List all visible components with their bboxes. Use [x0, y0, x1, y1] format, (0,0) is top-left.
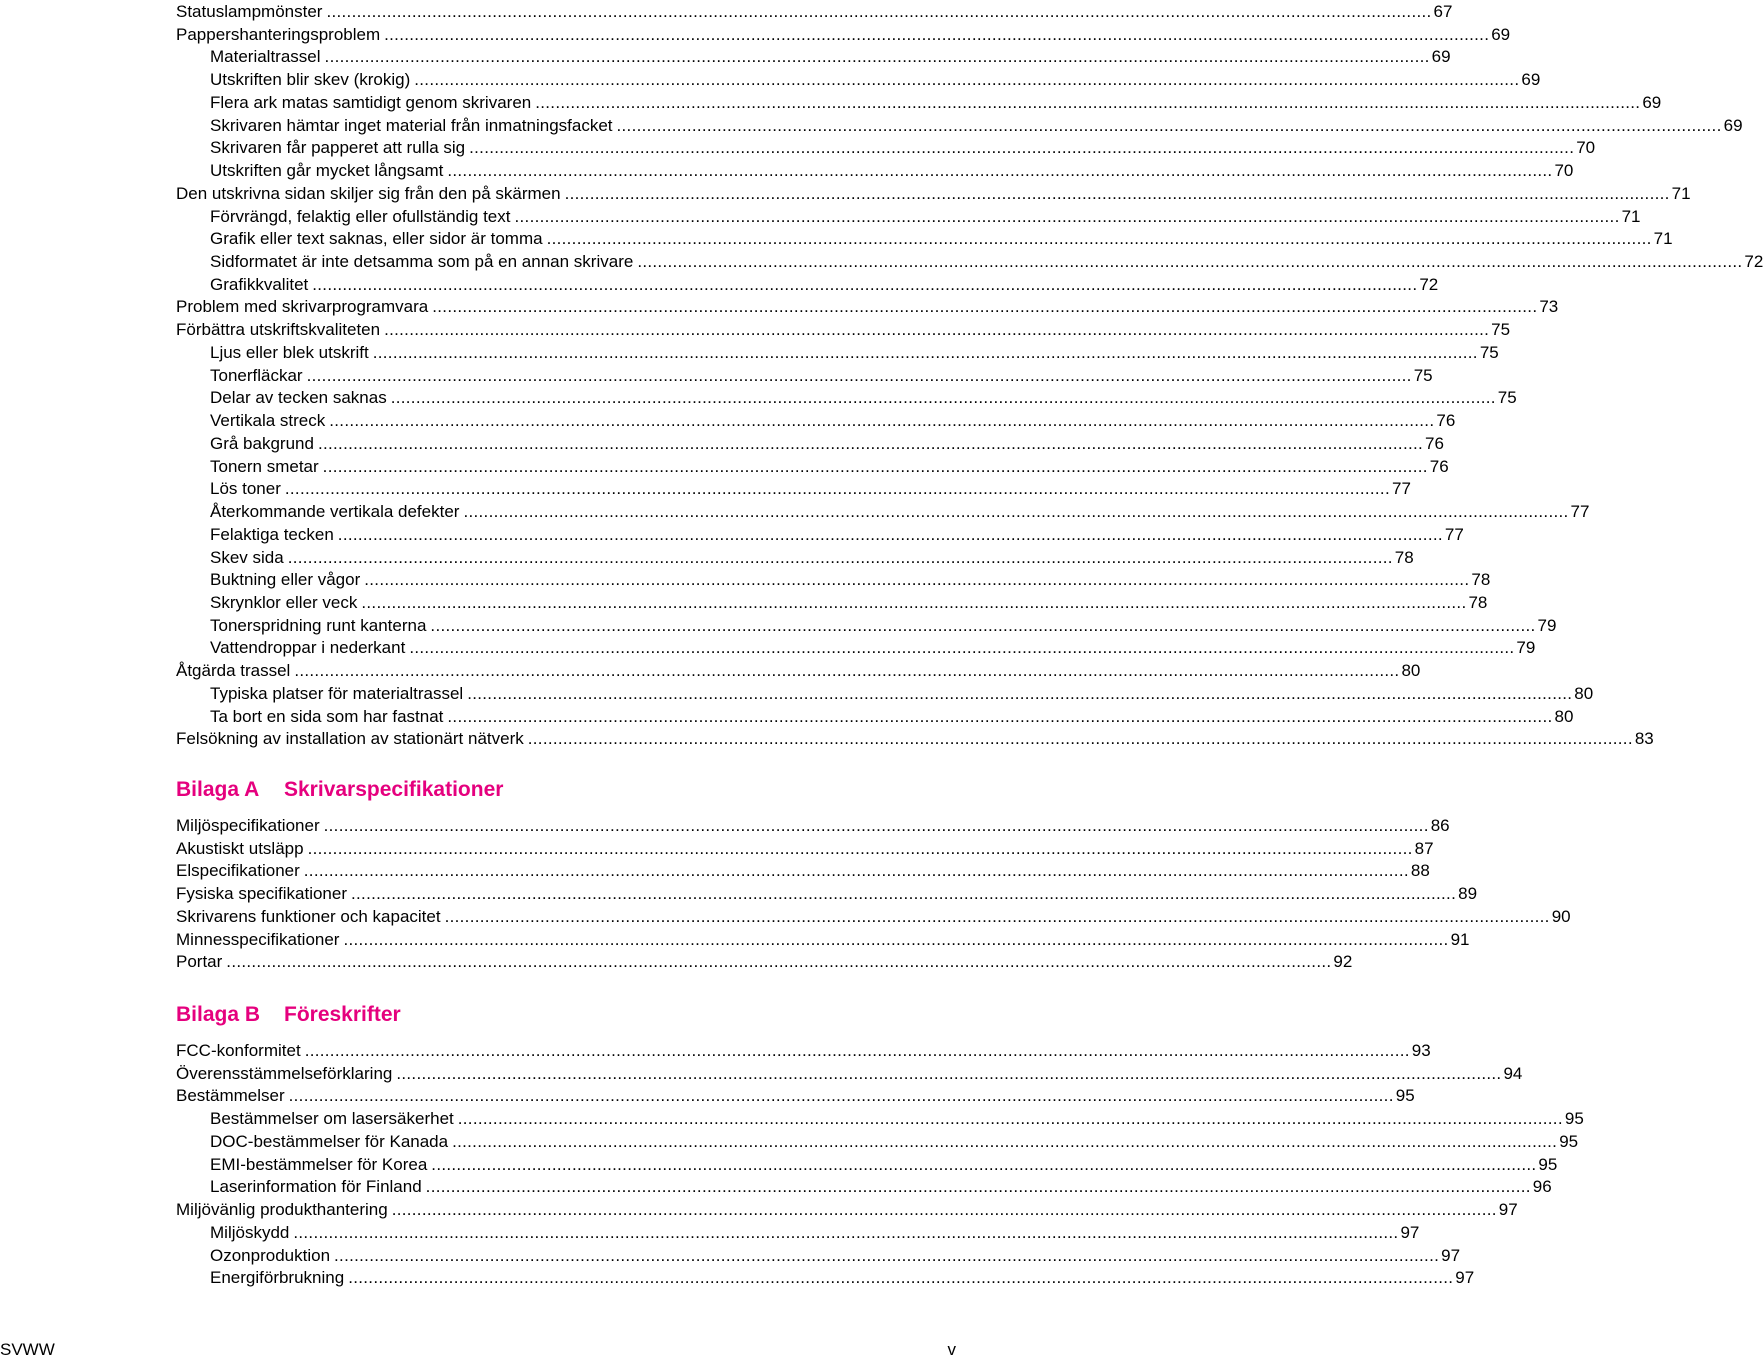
toc-entry[interactable]: [210, 500, 1590, 523]
toc-entry-title: Felsökning av installation av stationärt nätverk: [176, 729, 524, 749]
toc-entry-title: Miljöspecifikationer: [176, 816, 320, 835]
toc-entry-page: 76: [1425, 433, 1444, 453]
toc-entry-page: 75: [1491, 320, 1511, 340]
dot-leader: ............................................................................................................................................................................................................................: [414, 70, 1520, 90]
toc-entry-title: Åtgärda trassel: [176, 661, 291, 681]
toc-entry-title: Tonerfläckar: [210, 365, 303, 385]
toc-entry[interactable]: [210, 705, 1574, 728]
toc-entry-title: Materialtrassel: [210, 47, 321, 67]
toc-entry[interactable]: [176, 1198, 1518, 1221]
toc-entry-title: Skev sida: [210, 547, 284, 567]
toc-entry-title: Den utskrivna sidan skiljer sig från den på skärmen: [176, 183, 561, 203]
dot-leader: ............................................................................................................................................................................................................................: [326, 2, 1432, 21]
toc-entry-title: Skrivaren hämtar inget material från inmatningsfacket: [210, 115, 613, 135]
toc-entry-page: 77: [1391, 479, 1411, 499]
toc-entry[interactable]: [210, 409, 1456, 432]
toc-entry[interactable]: [210, 91, 1662, 114]
toc-entry-page: 70: [1576, 138, 1596, 158]
toc-entry-page: 75: [1479, 342, 1499, 362]
toc-entry-title: Förvrängd, felaktig eller ofullständig text: [210, 206, 511, 226]
toc-entry[interactable]: [176, 837, 1434, 860]
toc-entry-page: 79: [1516, 638, 1536, 658]
dot-leader: ............................................................................................................................................................................................................................: [431, 1154, 1537, 1174]
toc-entry-page: 94: [1503, 1063, 1523, 1083]
dot-leader: ............................................................................................................................................................................................................................: [284, 479, 1390, 499]
toc-entry-page: 71: [1653, 229, 1673, 249]
toc-entry-page: 70: [1554, 161, 1574, 181]
toc-entry[interactable]: [210, 636, 1536, 659]
toc-entry-page: 92: [1333, 952, 1353, 972]
toc-entry[interactable]: [210, 364, 1433, 387]
dot-leader: ............................................................................................................................................................................................................................: [348, 1268, 1454, 1288]
appendix-a-label: Bilaga A: [176, 778, 260, 801]
dot-leader: ............................................................................................................................................................................................................................: [226, 952, 1332, 972]
toc-entry-title: Felaktiga tecken: [210, 524, 334, 544]
toc-entry-title: Statuslampmönster: [176, 2, 323, 21]
toc-entry-title: Pappershanteringsproblem: [176, 24, 381, 44]
toc-entry-title: Ozonproduktion: [210, 1245, 331, 1265]
toc-entry[interactable]: [210, 455, 1449, 478]
appendix-b-heading: [176, 1000, 401, 1030]
toc-entry-page: 78: [1471, 570, 1491, 590]
toc-entry-title: DOC-bestämmelser för Kanada: [210, 1131, 449, 1151]
toc-entry[interactable]: [210, 205, 1641, 228]
toc-entry[interactable]: [210, 1221, 1420, 1244]
toc-entry-title: Skrynklor eller veck: [210, 592, 358, 612]
toc-entry-title: Bestämmelser: [176, 1086, 285, 1106]
toc-entry-page: 83: [1634, 729, 1654, 749]
toc-entry-page: 95: [1559, 1131, 1579, 1151]
toc-entry-page: 78: [1468, 592, 1488, 612]
toc-entry[interactable]: [210, 682, 1594, 705]
toc-entry[interactable]: [210, 114, 1743, 137]
dot-leader: ............................................................................................................................................................................................................................: [452, 1131, 1558, 1151]
toc-entry-page: 95: [1538, 1154, 1558, 1174]
toc-entry-title: Vertikala streck: [210, 411, 326, 431]
toc-entry[interactable]: [176, 950, 1353, 973]
toc-entry[interactable]: [210, 591, 1488, 614]
toc-entry[interactable]: [210, 1153, 1558, 1176]
toc-entry[interactable]: [210, 1107, 1584, 1130]
toc-entry-title: Grå bakgrund: [210, 433, 314, 453]
toc-entry[interactable]: [210, 341, 1499, 364]
toc-entry[interactable]: [176, 814, 1450, 837]
dot-leader: ............................................................................................................................................................................................................................: [432, 297, 1538, 317]
toc-entry-page: 79: [1537, 615, 1557, 635]
toc-entry-page: 86: [1430, 816, 1450, 835]
toc-entry-page: 95: [1395, 1086, 1415, 1106]
toc-entry[interactable]: [176, 859, 1430, 882]
toc-entry-title: Utskriften blir skev (krokig): [210, 70, 411, 90]
toc-entry-page: 69: [1642, 92, 1662, 112]
toc-entry[interactable]: [210, 45, 1451, 68]
dot-leader: ............................................................................................................................................................................................................................: [384, 24, 1490, 44]
toc-entry-page: 97: [1441, 1245, 1461, 1265]
dot-leader: ............................................................................................................................................................................................................................: [304, 1041, 1410, 1060]
toc-entry[interactable]: [176, 1084, 1415, 1107]
dot-leader: ............................................................................................................................................................................................................................: [535, 92, 1641, 112]
dot-leader: ............................................................................................................................................................................................................................: [294, 661, 1400, 681]
dot-leader: ............................................................................................................................................................................................................................: [372, 342, 1478, 362]
toc-entry[interactable]: [176, 928, 1470, 951]
toc-entry-title: Lös toner: [210, 479, 281, 499]
dot-leader: ............................................................................................................................................................................................................................: [323, 816, 1429, 835]
toc-entry[interactable]: [176, 0, 1453, 23]
toc-entry[interactable]: [210, 1175, 1552, 1198]
dot-leader: ............................................................................................................................................................................................................................: [351, 884, 1457, 904]
dot-leader: ............................................................................................................................................................................................................................: [390, 388, 1496, 408]
dot-leader: ............................................................................................................................................................................................................................: [616, 115, 1722, 135]
dot-leader: ............................................................................................................................................................................................................................: [444, 906, 1550, 926]
dot-leader: ............................................................................................................................................................................................................................: [447, 161, 1553, 181]
toc-entry-page: 75: [1413, 365, 1433, 385]
toc-entry-page: 97: [1400, 1222, 1420, 1242]
toc-entry-page: 90: [1551, 906, 1571, 926]
toc-entry-title: Flera ark matas samtidigt genom skrivaren: [210, 92, 532, 112]
toc-entry[interactable]: [210, 250, 1763, 273]
toc-entry[interactable]: [210, 477, 1411, 500]
dot-leader: ............................................................................................................................................................................................................................: [430, 615, 1536, 635]
toc-entry-page: 93: [1411, 1041, 1431, 1060]
toc-entry-page: 80: [1574, 683, 1594, 703]
toc-entry-title: Fysiska specifikationer: [176, 884, 348, 904]
toc-entry[interactable]: [176, 727, 1654, 750]
dot-leader: ............................................................................................................................................................................................................................: [307, 838, 1413, 858]
toc-entry-page: 71: [1621, 206, 1641, 226]
toc-entry-page: 75: [1497, 388, 1517, 408]
toc-entry-title: Tonern smetar: [210, 456, 319, 476]
toc-entry-page: 76: [1436, 411, 1456, 431]
toc-entry-title: Grafikkvalitet: [210, 274, 309, 294]
toc-entry-title: Laserinformation för Finland: [210, 1177, 422, 1197]
toc-entry-page: 88: [1410, 861, 1430, 881]
toc-entry[interactable]: [210, 1244, 1461, 1267]
appendix-b-title: Föreskrifter: [284, 1003, 401, 1026]
toc-entry[interactable]: [176, 318, 1511, 341]
toc-entry-page: 69: [1521, 70, 1541, 90]
toc-entry-page: 87: [1414, 838, 1434, 858]
toc-entry-title: Förbättra utskriftskvaliteten: [176, 320, 381, 340]
dot-leader: ............................................................................................................................................................................................................................: [527, 729, 1633, 749]
dot-leader: ............................................................................................................................................................................................................................: [514, 206, 1620, 226]
toc-entry-title: Tonerspridning runt kanterna: [210, 615, 427, 635]
toc-entry-title: Ta bort en sida som har fastnat: [210, 706, 444, 726]
dot-leader: ............................................................................................................................................................................................................................: [343, 929, 1449, 949]
toc-entry[interactable]: [210, 432, 1444, 455]
toc-entry[interactable]: [210, 568, 1491, 591]
toc-entry-page: 80: [1554, 706, 1574, 726]
dot-leader: ............................................................................................................................................................................................................................: [293, 1222, 1399, 1242]
toc-entry-title: Bestämmelser om lasersäkerhet: [210, 1109, 454, 1129]
dot-leader: ............................................................................................................................................................................................................................: [396, 1063, 1502, 1083]
dot-leader: ............................................................................................................................................................................................................................: [361, 592, 1467, 612]
footer-page-number: v: [947, 1340, 956, 1359]
toc-entry-page: 72: [1744, 252, 1763, 272]
dot-leader: ............................................................................................................................................................................................................................: [317, 433, 1424, 453]
toc-entry-title: EMI-bestämmelser för Korea: [210, 1154, 428, 1174]
toc-entry-title: Typiska platser för materialtrassel: [210, 683, 464, 703]
toc-entry-title: Portar: [176, 952, 223, 972]
toc-entry-page: 77: [1444, 524, 1464, 544]
toc-entry[interactable]: [210, 523, 1464, 546]
toc-entry-title: Energiförbrukning: [210, 1268, 345, 1288]
toc-entry-page: 91: [1450, 929, 1470, 949]
toc-entry[interactable]: [176, 1039, 1431, 1062]
toc-entry-page: 67: [1433, 2, 1453, 21]
toc-entry[interactable]: [210, 546, 1414, 569]
toc-entry-title: Miljövänlig produkthantering: [176, 1200, 388, 1220]
toc-entry-title: Överensstämmelseförklaring: [176, 1063, 393, 1083]
toc-entry-title: Grafik eller text saknas, eller sidor är tomma: [210, 229, 543, 249]
toc-entry[interactable]: [210, 159, 1574, 182]
toc-entry-page: 89: [1458, 884, 1478, 904]
dot-leader: ............................................................................................................................................................................................................................: [337, 524, 1443, 544]
toc-entry-page: 97: [1455, 1268, 1475, 1288]
dot-leader: ............................................................................................................................................................................................................................: [288, 1086, 1394, 1106]
toc-entry[interactable]: [210, 1130, 1579, 1153]
dot-leader: ............................................................................................................................................................................................................................: [287, 547, 1393, 567]
toc-entry[interactable]: [176, 23, 1511, 46]
dot-leader: ............................................................................................................................................................................................................................: [564, 183, 1670, 203]
toc-entry-title: Minnesspecifikationer: [176, 929, 340, 949]
toc-entry-title: Elspecifikationer: [176, 861, 300, 881]
dot-leader: ............................................................................................................................................................................................................................: [329, 411, 1435, 431]
toc-entry-page: 71: [1671, 183, 1691, 203]
toc-entry[interactable]: [176, 882, 1478, 905]
toc-entry-page: 80: [1401, 661, 1421, 681]
toc-entry[interactable]: [210, 136, 1596, 159]
toc-entry[interactable]: [176, 295, 1559, 318]
toc-entry-page: 78: [1394, 547, 1414, 567]
toc-entry-page: 76: [1429, 456, 1449, 476]
dot-leader: ............................................................................................................................................................................................................................: [384, 320, 1490, 340]
toc-entry-page: 69: [1431, 47, 1451, 67]
dot-leader: ............................................................................................................................................................................................................................: [306, 365, 1412, 385]
toc-entry-title: Sidformatet är inte detsamma som på en annan skrivare: [210, 252, 634, 272]
dot-leader: ............................................................................................................................................................................................................................: [425, 1177, 1531, 1197]
toc-entry-title: Utskriften går mycket långsamt: [210, 161, 444, 181]
dot-leader: ............................................................................................................................................................................................................................: [409, 638, 1515, 658]
appendix-b-label: Bilaga B: [176, 1003, 261, 1026]
dot-leader: ............................................................................................................................................................................................................................: [447, 706, 1553, 726]
toc-entry-title: Delar av tecken saknas: [210, 388, 387, 408]
toc-entry-title: Ljus eller blek utskrift: [210, 342, 369, 362]
toc-entry-title: Buktning eller vågor: [210, 570, 361, 590]
toc-entry-title: Skrivarens funktioner och kapacitet: [176, 906, 441, 926]
toc-entry-title: Vattendroppar i nederkant: [210, 638, 406, 658]
toc-entry[interactable]: [210, 273, 1439, 296]
toc-entry-page: 95: [1564, 1109, 1584, 1129]
toc-entry-page: 97: [1498, 1200, 1518, 1220]
toc-entry[interactable]: [210, 227, 1673, 250]
toc-entry-title: FCC-konformitet: [176, 1041, 301, 1060]
dot-leader: ............................................................................................................................................................................................................................: [324, 47, 1430, 67]
dot-leader: ............................................................................................................................................................................................................................: [469, 138, 1575, 158]
toc-entry[interactable]: [210, 614, 1557, 637]
toc-entry-title: Miljöskydd: [210, 1222, 290, 1242]
toc-entry-title: Problem med skrivarprogramvara: [176, 297, 429, 317]
toc-entry-page: 72: [1419, 274, 1439, 294]
dot-leader: ............................................................................................................................................................................................................................: [322, 456, 1428, 476]
dot-leader: ............................................................................................................................................................................................................................: [463, 502, 1569, 522]
toc-entry-page: 77: [1570, 502, 1590, 522]
toc-entry-page: 73: [1539, 297, 1559, 317]
appendix-a-heading: [176, 775, 503, 805]
toc-entry-page: 96: [1532, 1177, 1552, 1197]
dot-leader: ............................................................................................................................................................................................................................: [546, 229, 1652, 249]
toc-entry[interactable]: [210, 68, 1541, 91]
toc-entry-title: Skrivaren får papperet att rulla sig: [210, 138, 466, 158]
dot-leader: ............................................................................................................................................................................................................................: [312, 274, 1418, 294]
dot-leader: ............................................................................................................................................................................................................................: [637, 252, 1743, 272]
toc-entry[interactable]: [176, 905, 1571, 928]
toc-entry-title: Akustiskt utsläpp: [176, 838, 304, 858]
dot-leader: ............................................................................................................................................................................................................................: [467, 683, 1573, 703]
dot-leader: ............................................................................................................................................................................................................................: [303, 861, 1409, 881]
dot-leader: ............................................................................................................................................................................................................................: [391, 1200, 1497, 1220]
toc-entry-page: 69: [1723, 115, 1743, 135]
toc-entry-title: Återkommande vertikala defekter: [210, 502, 460, 522]
toc-entry[interactable]: [176, 1062, 1523, 1085]
dot-leader: ............................................................................................................................................................................................................................: [364, 570, 1470, 590]
toc-entry[interactable]: [176, 182, 1691, 205]
toc-entry-page: 69: [1491, 24, 1511, 44]
toc-entry[interactable]: [210, 386, 1517, 409]
toc-entry[interactable]: [176, 659, 1421, 682]
dot-leader: ............................................................................................................................................................................................................................: [334, 1245, 1440, 1265]
footer-left: SVWW: [0, 1340, 55, 1359]
dot-leader: ............................................................................................................................................................................................................................: [457, 1109, 1563, 1129]
toc-entry[interactable]: [210, 1266, 1475, 1289]
appendix-a-title: Skrivarspecifikationer: [284, 778, 504, 801]
